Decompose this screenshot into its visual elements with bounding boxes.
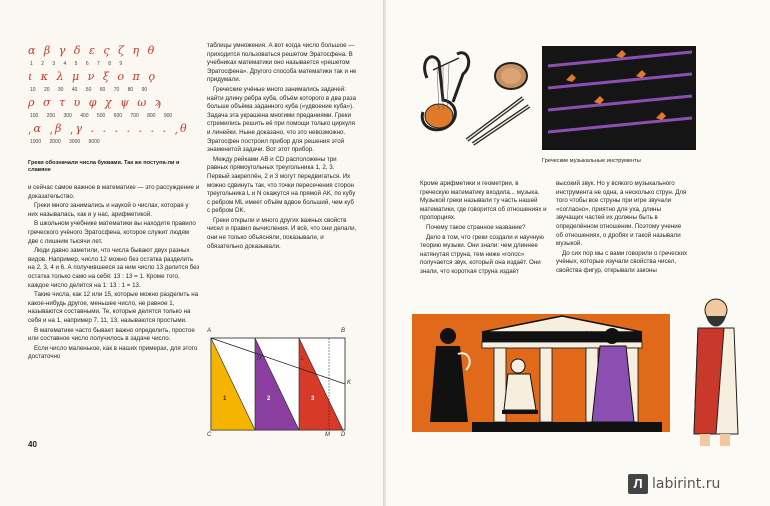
paragraph: таблицы умножения. А вот когда число большое — приходится пользоваться решетом Эратосфена. В учебниках математики оно называется «решетом Эратосфена». Другого способа математики так и не придумали. — [207, 42, 357, 84]
label-c: C — [207, 432, 212, 438]
tambourine-skin — [501, 68, 521, 84]
mesolabe-svg — [207, 328, 355, 440]
temple-column — [540, 348, 552, 422]
label-b: B — [341, 328, 346, 334]
label-triangle-3: 3 — [311, 396, 315, 402]
instruments-caption: Греческие музыкальные инструменты — [542, 158, 641, 164]
temple-base — [472, 422, 662, 432]
paragraph: высокий звук. Но у всякого музыкального инструмента не одна, а несколько струн. Для того чтобы все струны при игре звучали «согласно», приятно для уха, длины звучащих частей их должны быть в определённом отношении. Поэтому учение об отношениях, о дробях и такой называли музыкой. — [556, 180, 687, 248]
figure-robe — [592, 346, 634, 422]
paragraph: В школьном учебнике математики вы находите правило греческого учёного Эратосфена, которое служит людям две с лишним тысячи лет. — [28, 220, 196, 245]
number-row-hundreds: 100 200 300 400 500 600 700 800 900 — [30, 113, 173, 119]
page-number: 40 — [28, 440, 37, 449]
paragraph: Люди давно заметили, что числа бывают двух разных видов. Например, число 12 можно без остатка разделить на 2, 3, 4 и 6. А получившееся за ним число 13 делится без остатка только само на себя: 13 : 13 = 1. Кроме того, каждое число делится на 1: 13 : 1 = 13. — [28, 247, 200, 289]
labirint-logo-icon: Л — [628, 474, 648, 494]
figure-robe — [504, 374, 536, 410]
label-n: N — [257, 356, 262, 362]
left-page — [0, 0, 384, 506]
aulos-highlight — [467, 98, 523, 140]
bird-icon — [616, 50, 626, 58]
number-row-units: 1 2 3 4 5 6 7 8 9 — [30, 61, 123, 67]
foot — [720, 434, 730, 446]
paragraph: Дело в том, что греки создали и научную теорию музыки. Они знали: чем длиннее натянутая струна, тем ниже «голос» получается звук, который она издаёт. Они знали, что короткая струна издаёт — [420, 233, 544, 275]
paragraph: Греки открыли и много других важных свойств чисел и правил вычисления. И всё, что они делали, они не только объясняли, показывали, и обязательно доказывали. — [207, 216, 357, 250]
paragraph: Греческие учёные много занимались задачей: найти длину ребра куба, объём которого в два раза больше объёма заданного куба («удвоение куба»). Задача эта украшена многими преданиями. Греки стремились решить её при помощи только циркуля и линейки. Ныне доказано, что это невозможно. Эратосфен построил прибор для решения этой знаменитой задачи. Вот этот прибор. — [207, 85, 357, 154]
paragraph: Греки много занимались и наукой о числах, которая у них называлась, как и у нас, арифметикой. — [28, 202, 189, 218]
figure-head — [440, 328, 456, 344]
labirint-watermark-text: labirint.ru — [652, 476, 721, 492]
label-d: D — [341, 432, 346, 438]
greek-row-units: α β γ δ ε ς ζ η θ — [28, 44, 157, 57]
philosopher-figure — [676, 292, 754, 452]
paragraph: Такие числа, как 12 или 15, которые можно разделить на какое-нибудь другое, меньшее число, не равное 1, называются составными. Те, которые делятся только на себя и на 1, например 7, 11, 13, называются простыми. — [28, 291, 199, 324]
right-column-text — [207, 42, 357, 252]
label-triangle-1: 1 — [223, 396, 227, 402]
right-page-left-column — [420, 180, 548, 278]
bird-icon — [656, 112, 666, 120]
paragraph: Почему такое странное название? — [426, 223, 526, 231]
paragraph: и сейчас самое важное в математике — это рассуждение и доказательство. — [28, 184, 200, 200]
string-3 — [548, 96, 692, 110]
mesolabe-diagram — [207, 328, 355, 440]
greek-row-hundreds: ρ σ τ υ φ χ ψ ω ϡ — [28, 96, 164, 109]
number-row-tens: 10 20 30 40 50 60 70 80 90 — [30, 87, 148, 93]
foot — [700, 434, 710, 446]
paragraph: В математике часто бывает важно определить, простое или составное число получилось в задаче число. — [28, 326, 195, 343]
temple-fresco — [412, 314, 670, 432]
strings-svg — [542, 46, 696, 150]
label-triangle-2: 2 — [267, 396, 271, 402]
number-row-thousands: 1000 2000 3000 9000 — [30, 139, 100, 145]
greek-numerals-figure — [28, 44, 206, 154]
instruments-svg — [413, 40, 539, 152]
stool — [502, 410, 538, 414]
paragraph: Если число маленькое, как в наших примерах, для этого достаточно — [28, 344, 198, 361]
label-a: A — [207, 328, 212, 334]
right-page-right-column — [556, 180, 688, 277]
figure-head — [511, 359, 525, 373]
string-4 — [548, 118, 692, 132]
paragraph: До сих пор мы с вами говорили о греческих учёных, которые изучали свойства чисел, свойства фигур, открывали законы — [556, 249, 688, 274]
left-column-text — [28, 184, 200, 363]
philosopher-svg — [676, 292, 754, 452]
bird-icon — [566, 74, 576, 82]
label-k: K — [347, 380, 352, 386]
strings-birds-panel — [542, 46, 696, 150]
bird-icon — [636, 70, 646, 78]
greek-numerals-caption: Греки обозначали числа буквами. Так же поступа-ли и славяне — [28, 160, 180, 174]
bird-icon — [594, 96, 604, 104]
greek-row-tens: ι κ λ μ ν ξ ο π ϙ — [28, 70, 158, 83]
label-m: M — [325, 432, 330, 438]
figure-head — [604, 328, 620, 344]
beard — [706, 316, 726, 327]
aulos-highlight — [473, 106, 529, 144]
label-l: L — [301, 356, 305, 362]
instruments-illustration — [413, 40, 539, 152]
paragraph: Между рейками AB и CD расположены три равных прямоугольных треугольника 1, 2, 3. Первый закреплён, 2 и 3 могут передвигаться. Их можно сдвинуть так, что точки пересечения сторон треугольника L и N окажутся на прямой AK, по кубу с ребром ML имеет объём вдвое больший, чем куб с ребром DK. — [207, 155, 356, 215]
fresco-svg — [412, 314, 670, 432]
paragraph: Кроме арифметики и геометрии, в греческую математику входила... музыка. Музыкой греки называли ту часть нашей математики, где говорится об отношениях и пропорциях. — [420, 180, 547, 222]
greek-row-thousands: ͵α ͵β ͵γ . . . . . . . ͵θ — [28, 122, 190, 135]
